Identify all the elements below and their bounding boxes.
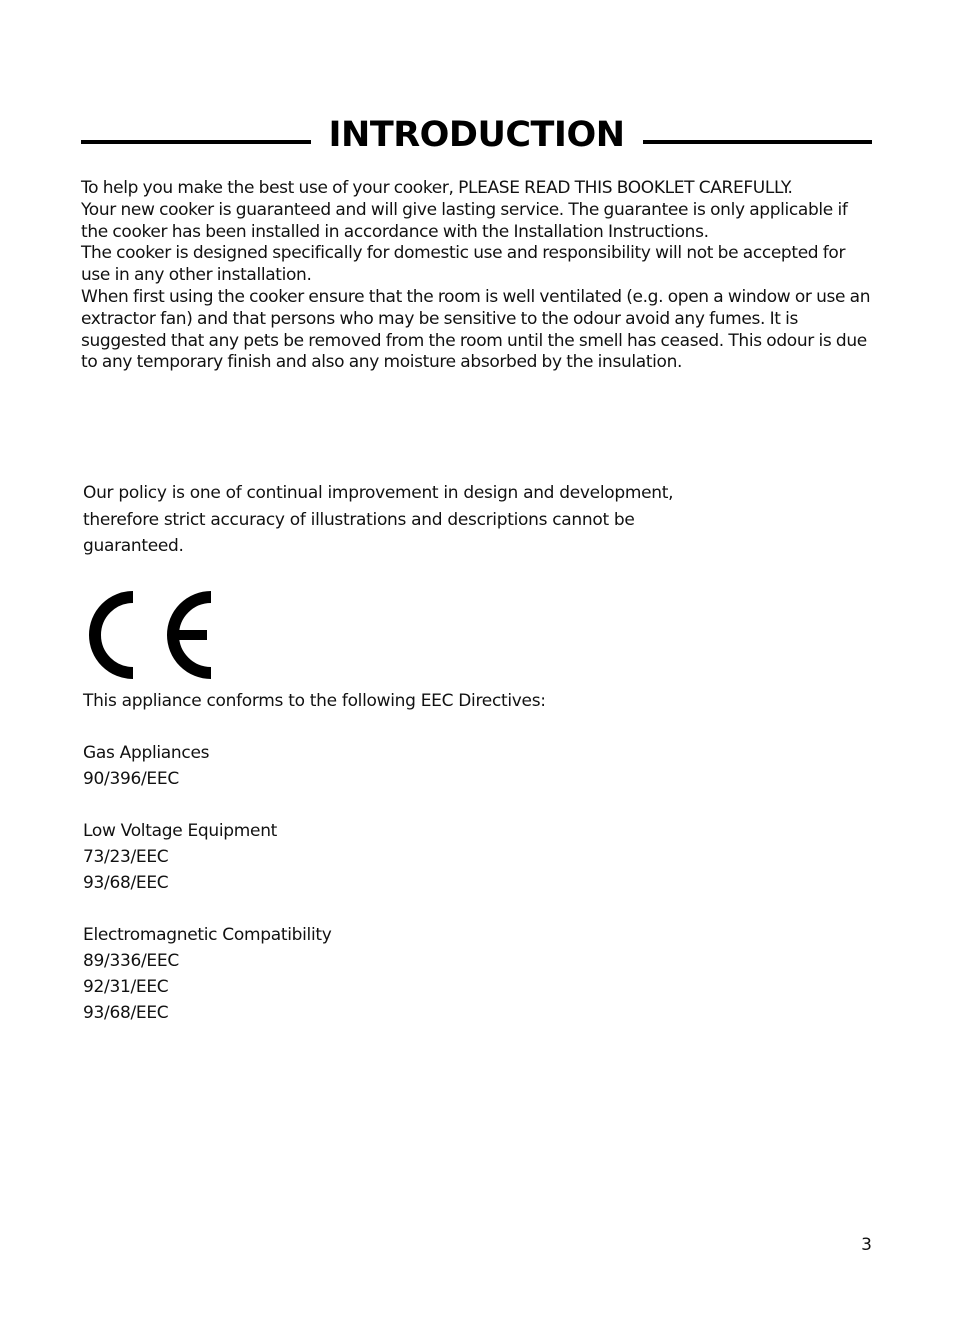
- directive-group-gas: [83, 740, 683, 792]
- directive-name: Electromagnetic Compatibility: [83, 925, 332, 945]
- directives-intro: This appliance conforms to the following EEC Directives:: [83, 691, 546, 711]
- policy-line: Our policy is one of continual improvement in design and development,: [83, 483, 674, 503]
- directive-group-emc: [83, 922, 683, 1026]
- directive-code: 93/68/EEC: [83, 873, 169, 893]
- directive-name: Low Voltage Equipment: [83, 821, 278, 841]
- directive-group-low-voltage: [83, 818, 683, 896]
- intro-paragraph: When first using the cooker ensure that the room is well ventilated (e.g. open a window or use an extractor fan) and that persons who may be sensitive to the odour avoid any fumes. It is suggested that any pets be removed from the room until the smell has ceased. This odour is due to any temporary finish and also any moisture absorbed by the insulation.: [81, 286, 871, 373]
- intro-text: [81, 178, 871, 374]
- left-rule: [81, 140, 311, 144]
- policy-line: therefore strict accuracy of illustrations and descriptions cannot be: [83, 509, 635, 530]
- directive-code: 89/336/EEC: [83, 951, 179, 971]
- ce-mark-icon: [83, 591, 215, 679]
- directive-code: 92/31/EEC: [83, 977, 169, 997]
- intro-paragraph: To help you make the best use of your cooker, PLEASE READ THIS BOOKLET CAREFULLY.: [81, 178, 793, 198]
- directives-list: [83, 688, 683, 1052]
- directive-code: 73/23/EEC: [83, 847, 169, 867]
- page-title: INTRODUCTION: [328, 115, 625, 155]
- intro-paragraph: The cooker is designed specifically for domestic use and responsibility will not be accepted for use in any other installation.: [81, 243, 846, 286]
- section-header: [81, 110, 872, 160]
- directive-code: 90/396/EEC: [83, 769, 179, 789]
- right-rule: [643, 140, 873, 144]
- directive-name: Gas Appliances: [83, 743, 210, 763]
- policy-line: guaranteed.: [83, 536, 184, 556]
- page-number: 3: [861, 1235, 872, 1255]
- directive-code: 93/68/EEC: [83, 1003, 169, 1023]
- policy-statement: [83, 480, 763, 560]
- intro-paragraph: Your new cooker is guaranteed and will give lasting service. The guarantee is only applicable if the cooker has been installed in accordance with the Installation Instructions.: [81, 199, 848, 242]
